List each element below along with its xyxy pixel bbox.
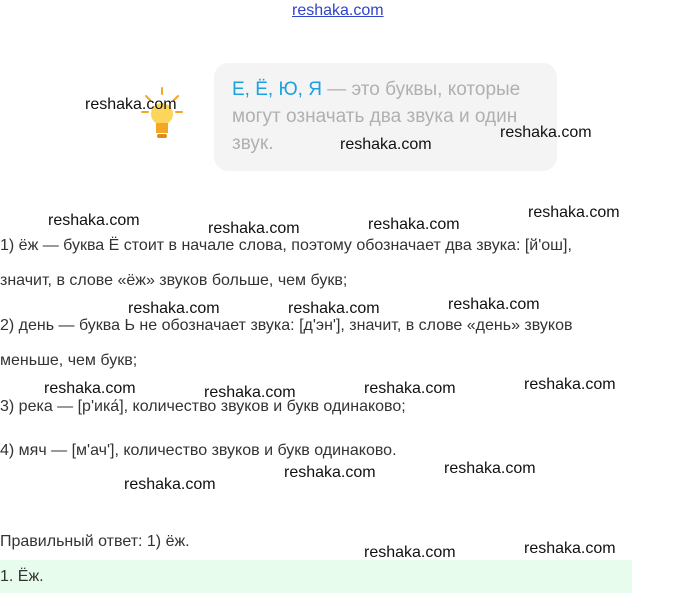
- solution-line-1b: значит, в слове «ёж» звуков больше, чем букв;: [0, 272, 348, 289]
- site-link[interactable]: reshaka.com: [292, 2, 384, 19]
- watermark: reshaka.com: [340, 136, 432, 153]
- tip-rest: — это буквы, которые могут означать два звука и один звук.: [232, 79, 521, 154]
- watermark: reshaka.com: [524, 540, 616, 557]
- solution-line-4: 4) мяч — [м'ач'], количество звуков и букв одинаково.: [0, 442, 397, 459]
- answer-label: Правильный ответ: 1) ёж.: [0, 533, 190, 550]
- lightbulb-icon: [140, 86, 184, 146]
- watermark: reshaka.com: [48, 212, 140, 229]
- watermark: reshaka.com: [208, 220, 300, 237]
- watermark: reshaka.com: [448, 296, 540, 313]
- watermark: reshaka.com: [524, 376, 616, 393]
- watermark: reshaka.com: [85, 96, 177, 113]
- answer-choice-bar: [0, 560, 632, 593]
- solution-line-2a: 2) день — буква Ь не обозначает звука: [д'эн'], значит, в слове «день» звуков: [0, 317, 573, 334]
- solution-line-2b: меньше, чем букв;: [0, 352, 138, 369]
- watermark: reshaka.com: [128, 300, 220, 317]
- watermark: reshaka.com: [528, 204, 620, 221]
- solution-line-1a: 1) ёж — буква Ё стоит в начале слова, поэтому обозначает два звука: [й'ош],: [0, 237, 572, 254]
- watermark: reshaka.com: [44, 380, 136, 397]
- watermark: reshaka.com: [364, 380, 456, 397]
- watermark: reshaka.com: [288, 300, 380, 317]
- watermark: reshaka.com: [444, 460, 536, 477]
- answer-choice: 1. Ёж.: [0, 568, 44, 585]
- solution-line-3: 3) река — [р'ика́], количество звуков и букв одинаково;: [0, 398, 406, 415]
- tip-letters: Е, Ё, Ю, Я: [232, 79, 322, 100]
- watermark: reshaka.com: [500, 124, 592, 141]
- watermark: reshaka.com: [284, 464, 376, 481]
- watermark: reshaka.com: [368, 216, 460, 233]
- watermark: reshaka.com: [204, 384, 296, 401]
- watermark: reshaka.com: [364, 544, 456, 561]
- watermark: reshaka.com: [124, 476, 216, 493]
